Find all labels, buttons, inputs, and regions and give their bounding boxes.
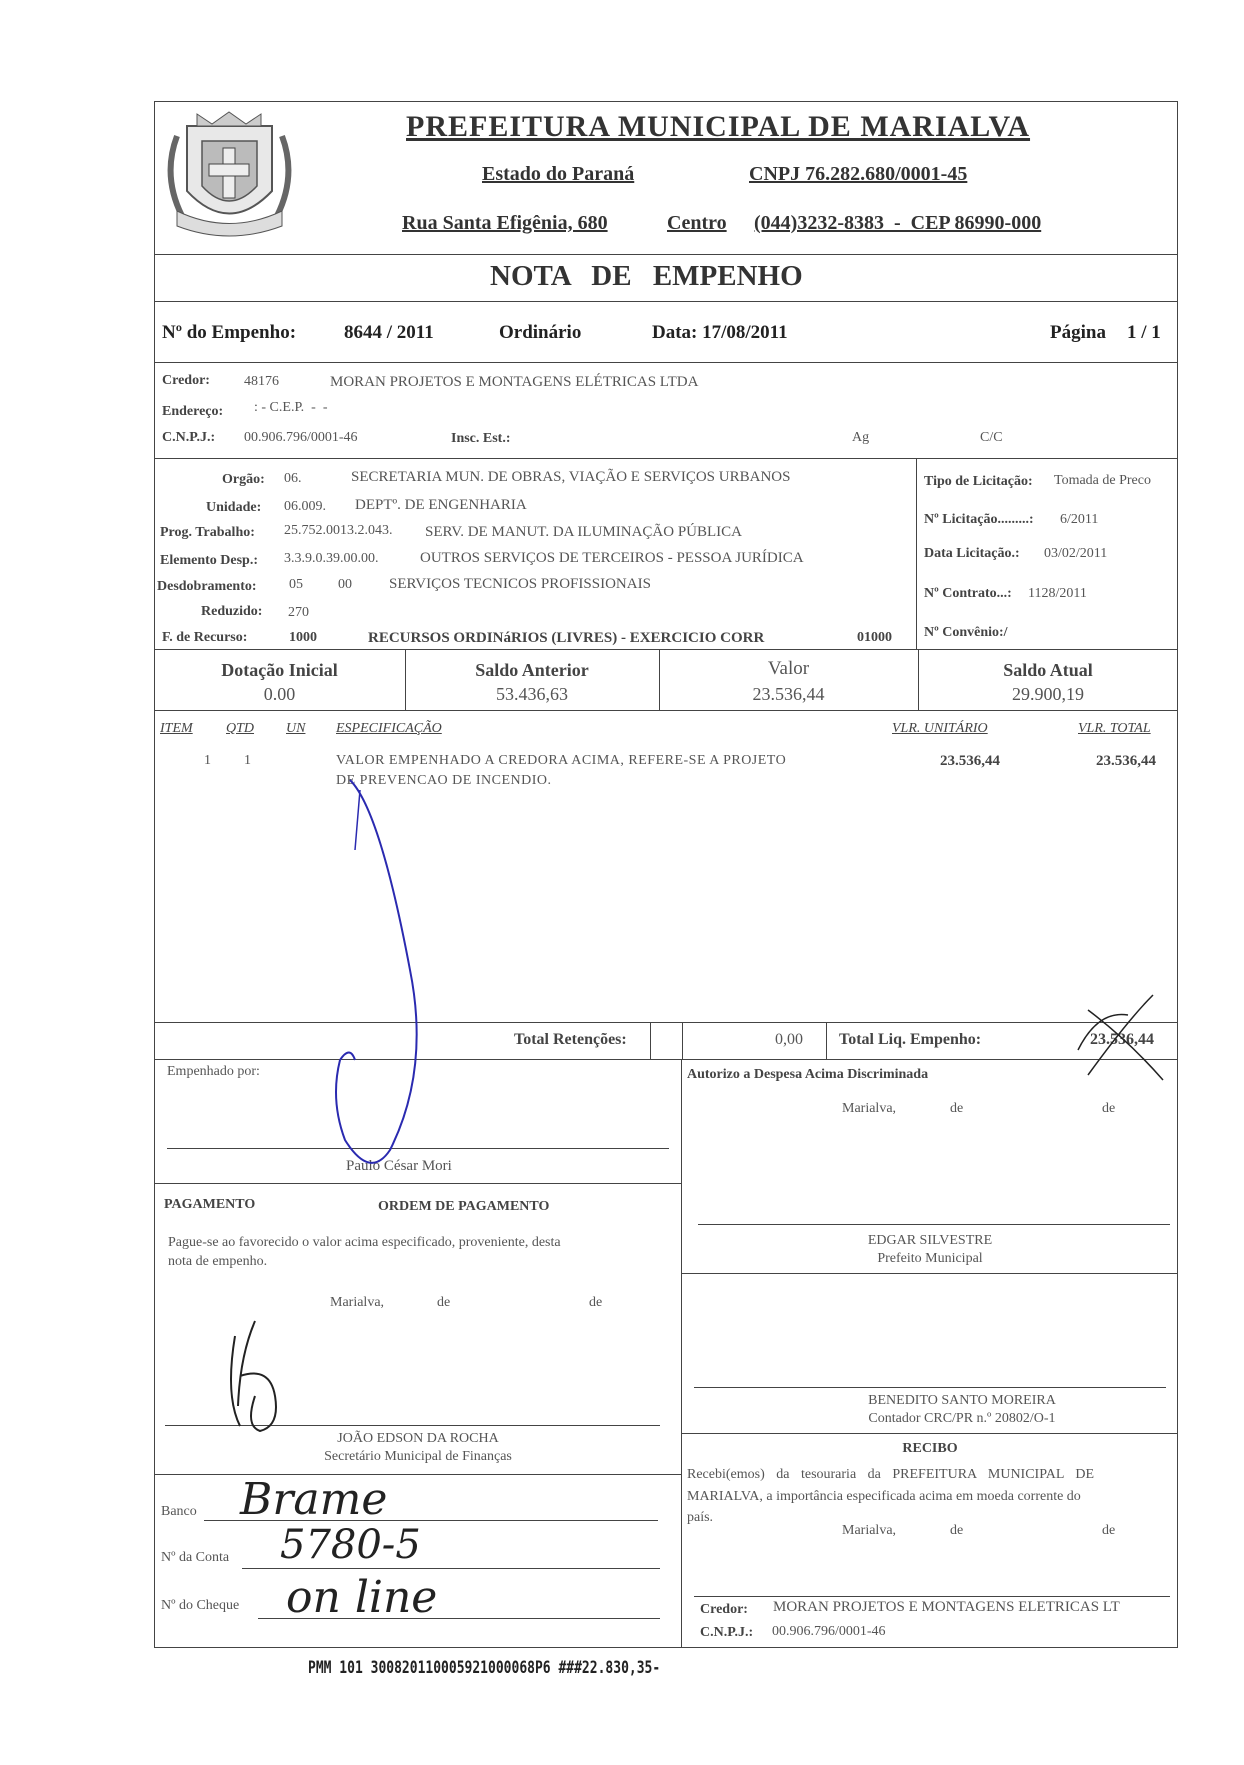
banco-label: Banco — [161, 1504, 197, 1519]
desdobramento-name: SERVIÇOS TECNICOS PROFISSIONAIS — [389, 576, 651, 592]
licitacao-number-label: Nº Licitação.........: — [924, 512, 1034, 527]
col-header-qtd: QTD — [226, 721, 255, 736]
cheque-label: Nº do Cheque — [161, 1598, 240, 1613]
page-label: Página — [1050, 322, 1106, 343]
convenio-label: Nº Convênio:/ — [924, 625, 1008, 640]
recibo-cnpj: 00.906.796/0001-46 — [772, 1624, 886, 1639]
recurso-label: F. de Recurso: — [162, 630, 248, 645]
address-label: Endereço: — [162, 404, 224, 419]
saldo-anterior-label: Saldo Anterior — [475, 660, 589, 680]
recibo-cnpj-label: C.N.P.J.: — [700, 1625, 754, 1640]
contrato-label: Nº Contrato...: — [924, 586, 1012, 601]
prefeito-role: Prefeito Municipal — [877, 1251, 983, 1266]
item-unit-value: 23.536,44 — [940, 753, 1000, 769]
pagamento-place: Marialva, — [330, 1295, 385, 1310]
item-qtd: 1 — [244, 753, 251, 768]
credor-code: 48176 — [244, 374, 279, 389]
col-header-un: UN — [286, 721, 306, 736]
contador-name: BENEDITO SANTO MOREIRA — [868, 1393, 1056, 1408]
handwritten-signature-joao — [220, 1316, 290, 1446]
header-title: PREFEITURA MUNICIPAL DE MARIALVA — [406, 110, 1031, 143]
recibo-text-line-2: MARIALVA, a importância especificada acima em moeda corrente do — [687, 1489, 1081, 1504]
item-spec-line-2: DE PREVENCAO DE INCENDIO. — [336, 773, 552, 788]
pagamento-de-2: de — [589, 1295, 603, 1310]
total-liquido-value: 23.536,44 — [1090, 1031, 1154, 1048]
unidade-name: DEPTº. DE ENGENHARIA — [355, 497, 527, 513]
valor-label: Valor — [767, 658, 810, 679]
elemento-name: OUTROS SERVIÇOS DE TERCEIROS - PESSOA JURÍDICA — [420, 550, 804, 566]
saldo-atual-label: Saldo Atual — [1003, 660, 1093, 680]
credor-cnpj: 00.906.796/0001-46 — [244, 430, 358, 445]
cc-label: C/C — [980, 430, 1003, 445]
item-number: 1 — [204, 753, 211, 768]
empenhado-por-name: Paulo César Mori — [346, 1158, 452, 1174]
unidade-label: Unidade: — [206, 500, 262, 515]
address-value: : - C.E.P. - - — [254, 400, 328, 415]
orgao-code: 06. — [284, 471, 302, 486]
footer-code: PMM 101 300820110005921000068P6 ###22.830,35- — [308, 1658, 661, 1679]
licitacao-date-value: 03/02/2011 — [1044, 546, 1108, 561]
desdobramento-code-1: 05 — [289, 577, 303, 592]
pagamento-text-line-2: nota de empenho. — [168, 1254, 268, 1269]
secretario-name: JOÃO EDSON DA ROCHA — [337, 1431, 499, 1446]
tipo-licitacao-value: Tomada de Preco — [1054, 473, 1151, 488]
conta-value: 5780-5 — [280, 1522, 421, 1568]
handwritten-signature-paulo — [320, 770, 480, 1180]
banco-value: Brame — [240, 1474, 388, 1525]
total-retencoes-value: 0,00 — [775, 1031, 803, 1048]
autorizo-de-1: de — [950, 1101, 964, 1116]
autorizo-label: Autorizo a Despesa Acima Discriminada — [687, 1067, 929, 1082]
credor-label: Credor: — [162, 373, 210, 388]
recurso-number: 01000 — [857, 630, 892, 645]
saldo-anterior-value: 53.436,63 — [496, 684, 568, 704]
handwritten-mark-total — [1068, 990, 1168, 1085]
credor-name: MORAN PROJETOS E MONTAGENS ELÉTRICAS LTDA — [330, 374, 699, 390]
desdobramento-code-2: 00 — [338, 577, 352, 592]
recurso-name: RECURSOS ORDINáRIOS (LIVRES) - EXERCICIO CORR — [368, 630, 765, 646]
contador-role: Contador CRC/PR n.º 20802/O-1 — [868, 1411, 1056, 1426]
licitacao-number-value: 6/2011 — [1060, 512, 1099, 527]
prog-code: 25.752.0013.2.043. — [284, 523, 393, 538]
unidade-code: 06.009. — [284, 499, 326, 514]
header-cnpj: CNPJ 76.282.680/0001-45 — [749, 163, 968, 185]
document-title: NOTA DE EMPENHO — [490, 260, 803, 292]
secretario-role: Secretário Municipal de Finanças — [324, 1449, 512, 1464]
ordem-pagamento-label: ORDEM DE PAGAMENTO — [378, 1199, 550, 1214]
municipal-coat-of-arms — [157, 106, 302, 246]
recibo-de-1: de — [950, 1523, 964, 1538]
dotacao-value: 0.00 — [263, 684, 296, 704]
prog-name: SERV. DE MANUT. DA ILUMINAÇÃO PÚBLICA — [425, 524, 743, 540]
prefeito-name: EDGAR SILVESTRE — [867, 1233, 993, 1248]
ag-label: Ag — [852, 430, 870, 445]
saldo-atual-value: 29.900,19 — [1012, 684, 1084, 704]
empenho-number: 8644 / 2011 — [344, 322, 434, 343]
col-header-item: ITEM — [160, 721, 193, 736]
pagamento-de-1: de — [437, 1295, 451, 1310]
orgao-name: SECRETARIA MUN. DE OBRAS, VIAÇÃO E SERVIÇOS URBANOS — [351, 469, 791, 485]
recibo-place: Marialva, — [842, 1523, 897, 1538]
total-retencoes-label: Total Retenções: — [514, 1031, 627, 1048]
autorizo-place: Marialva, — [842, 1101, 897, 1116]
empenhado-por-label: Empenhado por: — [167, 1064, 260, 1079]
dotacao-label: Dotação Inicial — [221, 660, 338, 680]
desdobramento-label: Desdobramento: — [157, 579, 257, 594]
elemento-label: Elemento Desp.: — [160, 553, 258, 568]
elemento-code: 3.3.9.0.39.00.00. — [284, 551, 379, 566]
empenho-date: Data: 17/08/2011 — [652, 322, 788, 343]
recibo-credor-name: MORAN PROJETOS E MONTAGENS ELETRICAS LT — [773, 1599, 1120, 1615]
cheque-value: on line — [286, 1572, 438, 1623]
header-district: Centro — [667, 212, 727, 234]
page-number: 1 / 1 — [1127, 322, 1161, 343]
credor-cnpj-label: C.N.P.J.: — [162, 430, 216, 445]
recibo-de-2: de — [1102, 1523, 1116, 1538]
contrato-value: 1128/2011 — [1028, 586, 1087, 601]
reduzido-label: Reduzido: — [201, 604, 263, 619]
item-spec-line-1: VALOR EMPENHADO A CREDORA ACIMA, REFERE-SE A PROJETO — [336, 753, 787, 768]
header-phone-cep: (044)3232-8383 - CEP 86990-000 — [754, 212, 1042, 234]
recibo-text-line-1: Recebi(emos) da tesouraria da PREFEITURA MUNICIPAL DE — [687, 1467, 1095, 1482]
header-state: Estado do Paraná — [482, 163, 635, 185]
prog-label: Prog. Trabalho: — [160, 525, 255, 540]
item-total-value: 23.536,44 — [1096, 753, 1156, 769]
reduzido-value: 270 — [288, 605, 309, 620]
recurso-code: 1000 — [289, 630, 317, 645]
empenho-type: Ordinário — [499, 322, 582, 343]
pagamento-label: PAGAMENTO — [164, 1197, 256, 1212]
col-header-total-value: VLR. TOTAL — [1078, 721, 1151, 736]
orgao-label: Orgão: — [222, 472, 265, 487]
tipo-licitacao-label: Tipo de Licitação: — [924, 474, 1033, 489]
recibo-text-line-3: país. — [687, 1510, 714, 1525]
recibo-title: RECIBO — [902, 1441, 958, 1456]
col-header-unit-value: VLR. UNITÁRIO — [892, 721, 988, 736]
licitacao-date-label: Data Licitação.: — [924, 546, 1020, 561]
recibo-credor-label: Credor: — [700, 1602, 748, 1617]
total-liquido-label: Total Liq. Empenho: — [839, 1031, 982, 1048]
valor-value: 23.536,44 — [752, 684, 825, 704]
empenho-label: Nº do Empenho: — [162, 322, 297, 343]
autorizo-de-2: de — [1102, 1101, 1116, 1116]
header-address: Rua Santa Efigênia, 680 — [402, 212, 608, 234]
pagamento-text-line-1: Pague-se ao favorecido o valor acima especificado, proveniente, desta — [168, 1235, 561, 1250]
insc-est-label: Insc. Est.: — [451, 431, 511, 446]
conta-label: Nº da Conta — [161, 1550, 230, 1565]
col-header-spec: ESPECIFICAÇÃO — [336, 721, 442, 736]
